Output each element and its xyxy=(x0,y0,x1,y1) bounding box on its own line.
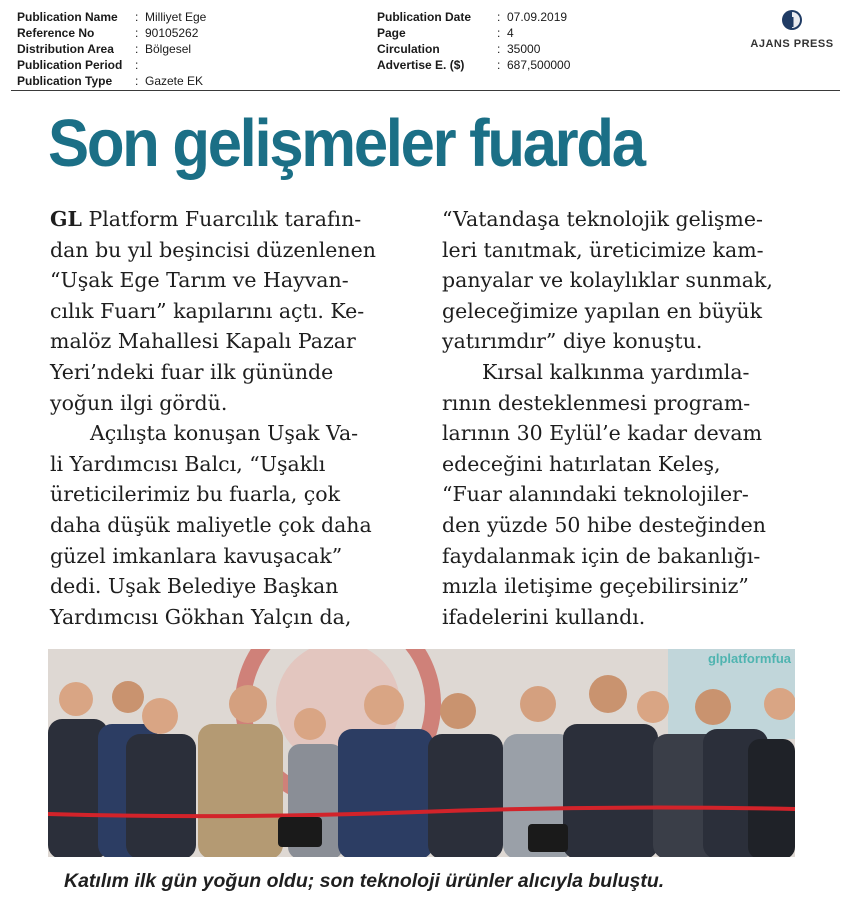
meta-key: Reference No xyxy=(17,26,95,40)
article-line: üreticilerimiz bu fuarla, çok xyxy=(50,482,341,507)
article-line: edeceğini hatırlatan Keleş, xyxy=(442,451,721,476)
meta-key: Publication Type xyxy=(17,74,113,88)
header-divider xyxy=(11,90,840,91)
meta-row-distribution-area xyxy=(17,41,206,57)
meta-separator: : xyxy=(135,74,139,88)
publication-meta-right xyxy=(377,9,570,73)
meta-key: Advertise E. ($) xyxy=(377,58,465,72)
article-line: Kırsal kalkınma yardımla- xyxy=(482,359,750,384)
article-line: leri tanıtmak, üreticimize kam- xyxy=(442,237,764,262)
article-line: larının 30 Eylül’e kadar devam xyxy=(442,421,763,446)
article-line: panyalar ve kolaylıklar sunmak, xyxy=(442,268,773,293)
photo-illustration xyxy=(48,649,795,857)
meta-value: Bölgesel xyxy=(145,42,192,56)
article-line: den yüzde 50 hibe desteğinden xyxy=(442,512,766,537)
article-line: “Uşak Ege Tarım ve Hayvan- xyxy=(50,268,349,293)
meta-key: Publication Date xyxy=(377,10,472,24)
meta-separator: : xyxy=(135,58,139,72)
meta-separator: : xyxy=(135,26,139,40)
article-line xyxy=(50,204,410,235)
meta-row-reference-no xyxy=(17,25,206,41)
meta-value: 4 xyxy=(507,26,514,40)
meta-value: 90105262 xyxy=(145,26,199,40)
meta-row-advertise-equivalent xyxy=(377,57,570,73)
meta-separator: : xyxy=(497,10,501,24)
meta-value: 687,500000 xyxy=(507,58,571,72)
article-line-text: Platform Fuarcılık tarafın- xyxy=(81,207,362,231)
meta-row-publication-date xyxy=(377,9,570,25)
logo-text: AJANS PRESS xyxy=(750,38,834,50)
meta-key: Distribution Area xyxy=(17,42,114,56)
article-line: cılık Fuarı” kapılarını açtı. Ke- xyxy=(50,298,365,323)
article-line: yoğun ilgi gördü. xyxy=(50,390,228,415)
meta-value: Gazete EK xyxy=(145,74,204,88)
ribbon-cutting-photo xyxy=(48,649,795,857)
article-line: dan bu yıl beşincisi düzenlenen xyxy=(50,237,376,262)
article-line: ifadelerini kullandı. xyxy=(442,604,646,629)
meta-separator: : xyxy=(497,26,501,40)
article-line: li Yardımcısı Balcı, “Uşaklı xyxy=(50,451,326,476)
article-line: “Fuar alanındaki teknolojiler- xyxy=(442,482,749,507)
meta-separator: : xyxy=(497,42,501,56)
article-line: mızla iletişime geçebilirsiniz” xyxy=(442,574,749,599)
article-line: dedi. Uşak Belediye Başkan xyxy=(50,574,339,599)
meta-row-page xyxy=(377,25,570,41)
meta-value: 07.09.2019 xyxy=(507,10,568,24)
article-line: rının desteklenmesi program- xyxy=(442,390,751,415)
publication-meta-left xyxy=(17,9,206,89)
meta-separator: : xyxy=(497,58,501,72)
article-line: güzel imkanlara kavuşacak” xyxy=(50,543,343,568)
article-line: Yardımcısı Gökhan Yalçın da, xyxy=(50,604,352,629)
article-line: yatırımdır” diye konuştu. xyxy=(442,329,703,354)
meta-key: Circulation xyxy=(377,42,440,56)
photo-caption: Katılım ilk gün yoğun oldu; son teknoloji ürünler alıcıyla buluştu. xyxy=(64,870,665,892)
meta-value: Milliyet Ege xyxy=(145,10,207,24)
photo-watermark: glplatformfua xyxy=(707,651,791,666)
meta-row-circulation xyxy=(377,41,570,57)
article-line: malöz Mahallesi Kapalı Pazar xyxy=(50,329,356,354)
article-headline: Son gelişmeler fuarda xyxy=(48,106,644,181)
ajans-press-logo xyxy=(746,9,838,50)
article-column-right xyxy=(442,204,804,632)
meta-row-publication-name xyxy=(17,9,206,25)
meta-separator: : xyxy=(135,10,139,24)
meta-key: Publication Name xyxy=(17,10,118,24)
meta-row-publication-period xyxy=(17,57,206,73)
meta-row-publication-type xyxy=(17,73,206,89)
meta-key: Publication Period xyxy=(17,58,123,72)
article-column-left xyxy=(50,204,410,632)
meta-value: 35000 xyxy=(507,42,541,56)
article-line: “Vatandaşa teknolojik gelişme- xyxy=(442,207,763,231)
article-line: daha düşük maliyetle çok daha xyxy=(50,512,372,537)
meta-key: Page xyxy=(377,26,406,40)
meta-separator: : xyxy=(135,42,139,56)
article-lead-bold: GL xyxy=(50,207,82,231)
article-line: Yeri’ndeki fuar ilk gününde xyxy=(50,359,334,384)
article-line: faydalanmak için de bakanlığı- xyxy=(442,543,761,568)
article-line: Açılışta konuşan Uşak Va- xyxy=(90,421,359,446)
article-line: geleceğimize yapılan en büyük xyxy=(442,298,763,323)
ajans-press-logo-icon xyxy=(781,9,803,31)
